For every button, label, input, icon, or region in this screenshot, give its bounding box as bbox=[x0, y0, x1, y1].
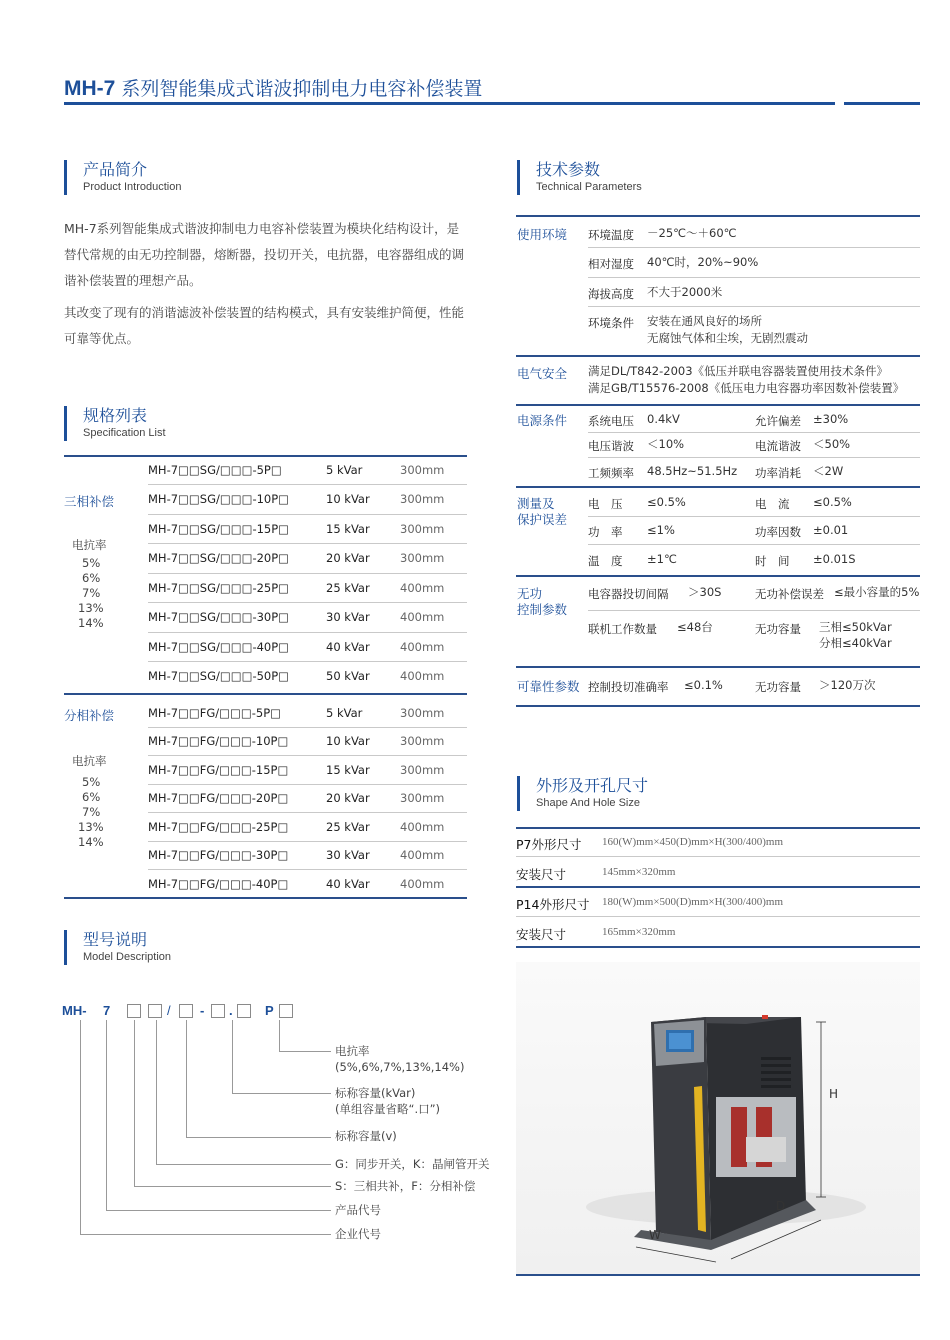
spec-row-divider bbox=[148, 484, 467, 485]
tech-meas-v-key: 电 压 bbox=[588, 497, 623, 511]
spec-group2-reactance-6: 6% bbox=[82, 790, 101, 804]
spec-group-divider bbox=[64, 693, 467, 695]
model-label-voltage: 标称容量(v) bbox=[335, 1129, 397, 1143]
spec-model: MH-7□□SG/□□□-5P□ bbox=[148, 463, 282, 477]
page-title-text: 系列智能集成式谐波抑制电力电容补偿装置 bbox=[121, 78, 483, 100]
model-desc-heading bbox=[64, 930, 171, 965]
product-photo bbox=[516, 962, 920, 1274]
tech-row-divider bbox=[588, 610, 920, 611]
model-label-mode: S：三相共补，F：分相补偿 bbox=[335, 1179, 476, 1193]
shape-row-key: P7外形尺寸 bbox=[516, 837, 582, 852]
intro-paragraph-2: 其改变了现有的消谐滤波补偿装置的结构模式，具有安装维护简便，性能可靠等优点。 bbox=[64, 305, 465, 346]
model-code-p: P bbox=[265, 1003, 274, 1018]
spec-model: MH-7□□FG/□□□-20P□ bbox=[148, 791, 289, 805]
spec-height: 300mm bbox=[400, 492, 445, 506]
tech-row-divider bbox=[588, 277, 920, 278]
model-label-capacity-note: (单组容量省略“.口”) bbox=[335, 1102, 441, 1116]
tech-power-vh-value: ＜10% bbox=[647, 437, 685, 451]
tech-power-sv-value: 0.4kV bbox=[647, 412, 680, 426]
tech-env-cond-value-2: 无腐蚀气体和尘埃，无剧烈震动 bbox=[647, 331, 808, 345]
spec-heading bbox=[64, 406, 166, 441]
model-label-capacity: 标称容量(kVar) bbox=[335, 1086, 416, 1100]
tech-power-pc-value: ＜2W bbox=[813, 464, 844, 478]
spec-height: 400mm bbox=[400, 848, 445, 862]
model-label-switch: G：同步开关，K：晶闸管开关 bbox=[335, 1157, 490, 1171]
tech-meas-pf-value: ±0.01 bbox=[813, 523, 849, 537]
tech-row-divider bbox=[588, 247, 920, 248]
tech-env-alt-value: 不大于2000米 bbox=[647, 285, 723, 299]
tech-power-dev-value: ±30% bbox=[813, 412, 849, 426]
spec-height: 400mm bbox=[400, 820, 445, 834]
shape-row-value: 180(W)mm×500(D)mm×H(300/400)mm bbox=[602, 896, 784, 908]
model-code-box bbox=[148, 1004, 162, 1018]
model-label-reactance-values: (5%,6%,7%,13%,14%) bbox=[335, 1060, 465, 1074]
tech-meas-category-2: 保护误差 bbox=[517, 512, 568, 527]
tech-elec-category: 电气安全 bbox=[517, 366, 568, 381]
spec-model: MH-7□□FG/□□□-10P□ bbox=[148, 734, 289, 748]
spec-capacity: 40 kVar bbox=[326, 877, 370, 891]
tech-rel-cap-value: ＞120万次 bbox=[819, 678, 876, 692]
spec-group1-reactance-13: 13% bbox=[78, 601, 104, 615]
shape-row-value: 160(W)mm×450(D)mm×H(300/400)mm bbox=[602, 836, 784, 848]
model-label-reactance: 电抗率 bbox=[335, 1044, 370, 1058]
spec-row-divider bbox=[148, 632, 467, 633]
leader-line bbox=[106, 1020, 107, 1210]
tech-elec-value-1: 满足DL/T842-2003《低压并联电容器装置使用技术条件》 bbox=[588, 364, 889, 378]
spec-model: MH-7□□SG/□□□-10P□ bbox=[148, 492, 290, 506]
leader-line bbox=[232, 1093, 331, 1094]
spec-height: 300mm bbox=[400, 522, 445, 536]
spec-model: MH-7□□SG/□□□-40P□ bbox=[148, 640, 290, 654]
spec-capacity: 25 kVar bbox=[326, 581, 370, 595]
spec-row-divider bbox=[148, 841, 467, 842]
tech-section-divider bbox=[516, 355, 920, 357]
tech-section-divider bbox=[516, 486, 920, 488]
leader-line bbox=[134, 1186, 331, 1187]
spec-height: 400mm bbox=[400, 581, 445, 595]
tech-meas-i-key: 电 流 bbox=[755, 497, 790, 511]
tech-react-link-value: ≤48台 bbox=[677, 620, 713, 634]
model-code-box bbox=[279, 1004, 293, 1018]
model-code-box bbox=[237, 1004, 251, 1018]
spec-capacity: 30 kVar bbox=[326, 848, 370, 862]
shape-row-key: 安装尺寸 bbox=[516, 927, 567, 942]
model-desc-heading-en: Model Description bbox=[83, 951, 172, 963]
leader-line bbox=[156, 1020, 157, 1164]
tech-row-divider bbox=[588, 457, 920, 458]
leader-line bbox=[186, 1020, 187, 1137]
spec-row-divider bbox=[148, 784, 467, 785]
product-device-illustration bbox=[516, 962, 920, 1274]
tech-row-divider bbox=[588, 306, 920, 307]
page-title-model: MH-7 bbox=[64, 77, 116, 100]
spec-capacity: 15 kVar bbox=[326, 522, 370, 536]
spec-capacity: 5 kVar bbox=[326, 463, 363, 477]
dimension-w-label: W bbox=[649, 1228, 661, 1242]
tech-meas-p-key: 功 率 bbox=[588, 525, 623, 539]
spec-model: MH-7□□FG/□□□-40P□ bbox=[148, 877, 289, 891]
spec-capacity: 15 kVar bbox=[326, 763, 370, 777]
tech-env-hum-key: 相对湿度 bbox=[588, 257, 634, 271]
tech-react-link-key: 联机工作数量 bbox=[588, 622, 657, 636]
tech-meas-pf-key: 功率因数 bbox=[755, 525, 801, 539]
tech-react-cap-value-2: 分相≤40kVar bbox=[819, 636, 892, 650]
spec-model: MH-7□□SG/□□□-25P□ bbox=[148, 581, 290, 595]
spec-row-divider bbox=[148, 514, 467, 515]
spec-height: 300mm bbox=[400, 791, 445, 805]
spec-model: MH-7□□SG/□□□-50P□ bbox=[148, 669, 290, 683]
spec-row-divider bbox=[148, 812, 467, 813]
tech-meas-time-value: ±0.01S bbox=[813, 552, 856, 566]
spec-group1-label: 三相补偿 bbox=[64, 494, 115, 509]
tech-env-category: 使用环境 bbox=[517, 227, 568, 242]
tech-power-category: 电源条件 bbox=[517, 413, 568, 428]
tech-section-divider bbox=[516, 404, 920, 406]
tech-meas-t-key: 温 度 bbox=[588, 554, 623, 568]
tech-power-vh-key: 电压谐波 bbox=[588, 439, 634, 453]
spec-height: 300mm bbox=[400, 463, 445, 477]
tech-rel-acc-value: ≤0.1% bbox=[684, 678, 723, 692]
tech-rel-cap-key: 无功容量 bbox=[755, 680, 801, 694]
tech-react-sw-value: ＞30S bbox=[688, 585, 722, 599]
leader-line bbox=[186, 1137, 331, 1138]
tech-section-divider bbox=[516, 666, 920, 668]
tech-power-ih-key: 电流谐波 bbox=[755, 439, 801, 453]
spec-group2-label: 分相补偿 bbox=[64, 708, 115, 723]
shape-heading bbox=[517, 776, 648, 811]
shape-row-divider bbox=[516, 916, 920, 917]
spec-row-divider bbox=[148, 661, 467, 662]
spec-height: 300mm bbox=[400, 734, 445, 748]
dimension-d-label: D bbox=[776, 1199, 786, 1213]
tech-rel-category: 可靠性参数 bbox=[517, 679, 580, 694]
spec-row-divider bbox=[148, 573, 467, 574]
tech-react-cap-value-1: 三相≤50kVar bbox=[819, 620, 892, 634]
tech-row-divider bbox=[588, 516, 920, 517]
tech-meas-p-value: ≤1% bbox=[647, 523, 675, 537]
spec-group2-reactance-13: 13% bbox=[78, 820, 104, 834]
tech-rule-bottom bbox=[516, 705, 920, 707]
shape-row-divider bbox=[516, 856, 920, 857]
spec-heading-en: Specification List bbox=[83, 427, 166, 439]
tech-env-temp-value: －25℃～＋60℃ bbox=[647, 226, 737, 240]
tech-react-err-value: ≤最小容量的5% bbox=[834, 585, 920, 599]
model-code-box bbox=[179, 1004, 193, 1018]
tech-react-cap-key: 无功容量 bbox=[755, 622, 801, 636]
tech-env-alt-key: 海拔高度 bbox=[588, 287, 634, 301]
spec-group2-reactance-label: 电抗率 bbox=[72, 754, 107, 768]
tech-meas-v-value: ≤0.5% bbox=[647, 495, 686, 509]
tech-meas-i-value: ≤0.5% bbox=[813, 495, 852, 509]
tech-power-sv-key: 系统电压 bbox=[588, 414, 634, 428]
dimension-h-label: H bbox=[829, 1087, 839, 1101]
spec-group2-reactance-7: 7% bbox=[82, 805, 101, 819]
tech-react-category-1: 无功 bbox=[517, 586, 543, 601]
spec-height: 400mm bbox=[400, 640, 445, 654]
model-code-dash: - bbox=[200, 1003, 205, 1018]
spec-rule-bottom bbox=[64, 897, 467, 899]
tech-heading-cn: 技术参数 bbox=[536, 160, 601, 179]
shape-rule-bottom bbox=[516, 946, 920, 948]
spec-heading-cn: 规格列表 bbox=[83, 406, 148, 425]
model-label-company: 企业代号 bbox=[335, 1227, 381, 1241]
tech-react-err-key: 无功补偿误差 bbox=[755, 587, 824, 601]
spec-capacity: 30 kVar bbox=[326, 610, 370, 624]
spec-height: 300mm bbox=[400, 763, 445, 777]
model-label-product: 产品代号 bbox=[335, 1203, 381, 1217]
tech-env-temp-key: 环境温度 bbox=[588, 228, 634, 242]
tech-power-dev-key: 允许偏差 bbox=[755, 414, 801, 428]
tech-section-divider bbox=[516, 575, 920, 577]
shape-heading-en: Shape And Hole Size bbox=[536, 797, 640, 809]
shape-heading-cn: 外形及开孔尺寸 bbox=[536, 776, 649, 795]
tech-power-freq-key: 工频频率 bbox=[588, 466, 634, 480]
spec-height: 400mm bbox=[400, 610, 445, 624]
shape-row-divider bbox=[516, 886, 920, 888]
spec-height: 300mm bbox=[400, 551, 445, 565]
tech-meas-time-key: 时 间 bbox=[755, 554, 790, 568]
model-code-dot: . bbox=[229, 1003, 233, 1018]
model-code-mh: MH- bbox=[62, 1003, 87, 1018]
leader-line bbox=[232, 1020, 233, 1093]
spec-capacity: 10 kVar bbox=[326, 492, 370, 506]
spec-group1-reactance-5: 5% bbox=[82, 556, 101, 570]
spec-model: MH-7□□SG/□□□-20P□ bbox=[148, 551, 290, 565]
spec-capacity: 5 kVar bbox=[326, 706, 363, 720]
tech-env-cond-key: 环境条件 bbox=[588, 316, 634, 330]
spec-capacity: 20 kVar bbox=[326, 791, 370, 805]
spec-group2-reactance-14: 14% bbox=[78, 835, 104, 849]
spec-height: 400mm bbox=[400, 669, 445, 683]
intro-heading bbox=[64, 160, 181, 195]
model-code-box bbox=[127, 1004, 141, 1018]
tech-heading bbox=[517, 160, 642, 195]
spec-rule-top bbox=[64, 455, 467, 457]
spec-model: MH-7□□FG/□□□-15P□ bbox=[148, 763, 289, 777]
tech-row-divider bbox=[588, 432, 920, 433]
model-code-slash: / bbox=[167, 1003, 171, 1018]
leader-line bbox=[80, 1020, 81, 1234]
spec-model: MH-7□□FG/□□□-5P□ bbox=[148, 706, 282, 720]
spec-row-divider bbox=[148, 869, 467, 870]
tech-elec-value-2: 满足GB/T15576-2008《低压电力电容器功率因数补偿装置》 bbox=[588, 381, 905, 395]
spec-height: 300mm bbox=[400, 706, 445, 720]
shape-rule-top bbox=[516, 827, 920, 829]
intro-heading-cn: 产品简介 bbox=[83, 160, 148, 179]
shape-row-key: P14外形尺寸 bbox=[516, 897, 590, 912]
tech-power-ih-value: ＜50% bbox=[813, 437, 851, 451]
spec-group1-reactance-14: 14% bbox=[78, 616, 104, 630]
spec-capacity: 25 kVar bbox=[326, 820, 370, 834]
intro-paragraph-1: MH-7系列智能集成式谐波抑制电力电容补偿装置为模块化结构设计，是替代常规的由无功控制器，熔断器，投切开关，电抗器，电容器组成的调谐补偿装置的理想产品。 bbox=[64, 221, 465, 288]
tech-react-category-2: 控制参数 bbox=[517, 602, 568, 617]
spec-model: MH-7□□SG/□□□-15P□ bbox=[148, 522, 290, 536]
spec-group1-reactance-label: 电抗率 bbox=[72, 538, 107, 552]
shape-row-key: 安装尺寸 bbox=[516, 867, 567, 882]
leader-line bbox=[156, 1164, 331, 1165]
tech-heading-en: Technical Parameters bbox=[536, 181, 642, 193]
tech-react-sw-key: 电容器投切间隔 bbox=[588, 587, 669, 601]
spec-capacity: 40 kVar bbox=[326, 640, 370, 654]
spec-group2-reactance-5: 5% bbox=[82, 775, 101, 789]
model-code-box bbox=[211, 1004, 225, 1018]
leader-line bbox=[279, 1051, 331, 1052]
spec-group1-reactance-6: 6% bbox=[82, 571, 101, 585]
header-rule bbox=[64, 102, 835, 105]
tech-power-pc-key: 功率消耗 bbox=[755, 466, 801, 480]
tech-rel-acc-key: 控制投切准确率 bbox=[588, 680, 669, 694]
tech-meas-t-value: ±1℃ bbox=[647, 552, 677, 566]
tech-row-divider bbox=[588, 544, 920, 545]
shape-row-value: 165mm×320mm bbox=[602, 926, 676, 938]
spec-row-divider bbox=[148, 727, 467, 728]
spec-row-divider bbox=[148, 543, 467, 544]
intro-heading-en: Product Introduction bbox=[83, 181, 182, 193]
leader-line bbox=[134, 1020, 135, 1186]
spec-model: MH-7□□FG/□□□-30P□ bbox=[148, 848, 289, 862]
spec-model: MH-7□□FG/□□□-25P□ bbox=[148, 820, 289, 834]
page-title bbox=[64, 74, 482, 101]
leader-line bbox=[80, 1234, 331, 1235]
header-rule-short bbox=[844, 102, 920, 105]
spec-model: MH-7□□SG/□□□-30P□ bbox=[148, 610, 290, 624]
spec-capacity: 10 kVar bbox=[326, 734, 370, 748]
spec-row-divider bbox=[148, 755, 467, 756]
leader-line bbox=[106, 1210, 331, 1211]
spec-height: 400mm bbox=[400, 877, 445, 891]
tech-rule-top bbox=[516, 215, 920, 217]
tech-env-hum-value: 40℃时，20%~90% bbox=[647, 255, 759, 269]
tech-meas-category-1: 测量及 bbox=[517, 496, 555, 511]
photo-rule-bottom bbox=[516, 1274, 920, 1276]
tech-env-cond-value-1: 安装在通风良好的场所 bbox=[647, 314, 762, 328]
model-code-7: 7 bbox=[103, 1003, 111, 1018]
tech-power-freq-value: 48.5Hz~51.5Hz bbox=[647, 464, 738, 478]
spec-capacity: 50 kVar bbox=[326, 669, 370, 683]
leader-line bbox=[279, 1020, 280, 1051]
spec-capacity: 20 kVar bbox=[326, 551, 370, 565]
model-desc-heading-cn: 型号说明 bbox=[83, 930, 148, 949]
spec-group1-reactance-7: 7% bbox=[82, 586, 101, 600]
spec-row-divider bbox=[148, 602, 467, 603]
shape-row-value: 145mm×320mm bbox=[602, 866, 676, 878]
